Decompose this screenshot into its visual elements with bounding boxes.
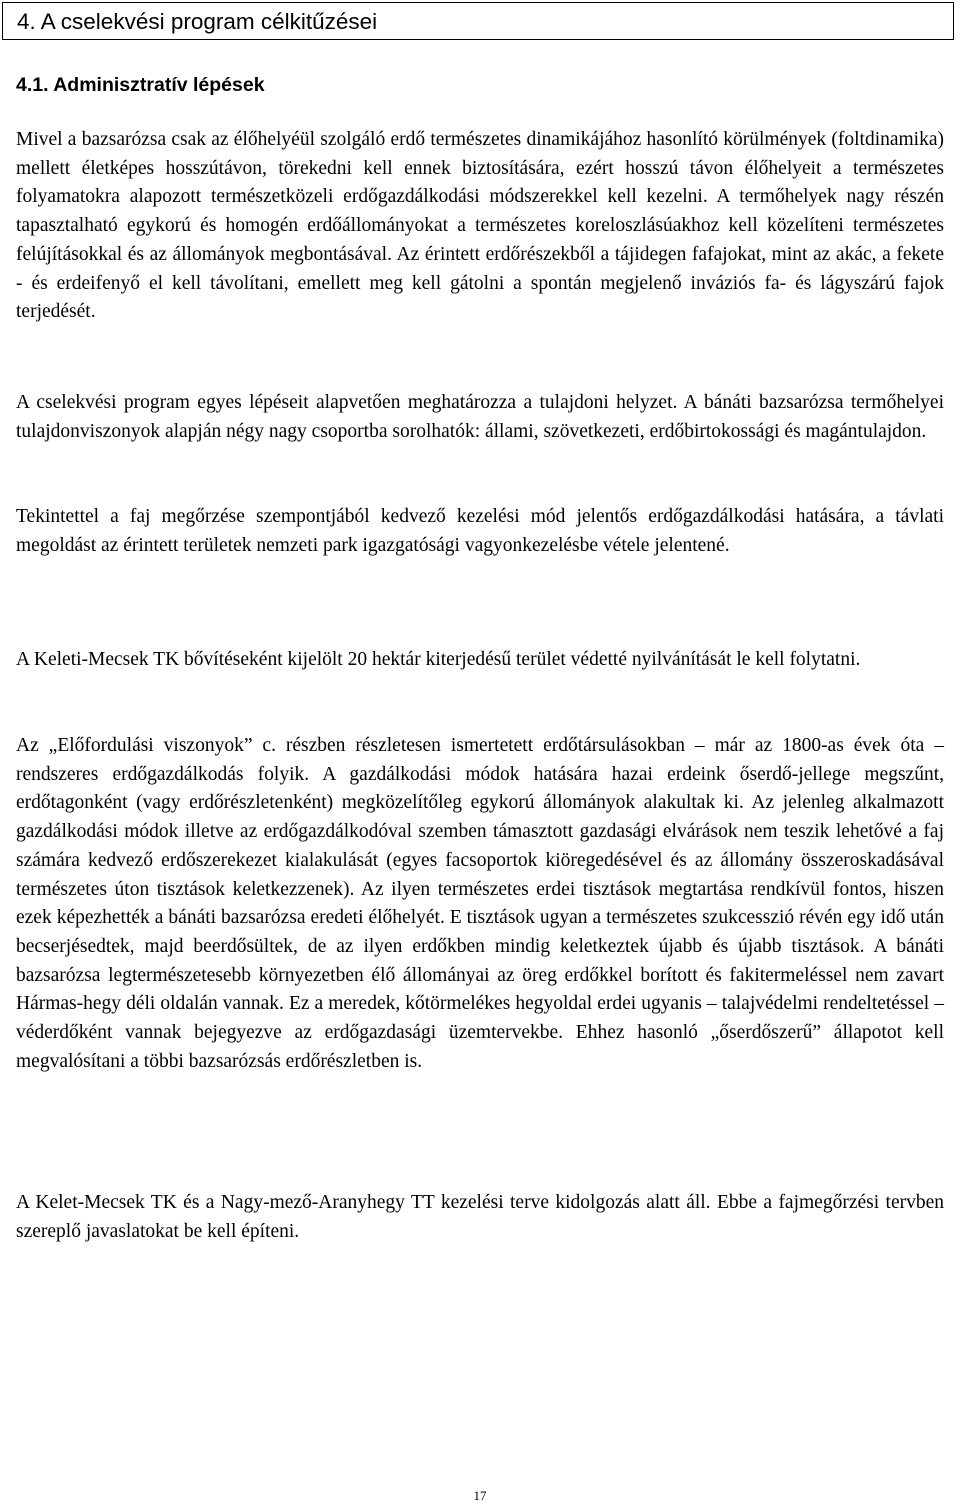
paragraph-habitat-management: Mivel a bazsarózsa csak az élőhelyéül szolgáló erdő természetes dinamikájához hasonlító körülmények (foltdinamika) mellett életképes hosszútávon, törekedni kell ennek biztosítására, ezért hosszú távon élőhelyeit a természetes folyamatokra alapozott természetközeli erdőgazdálkodási módszerekkel kell kezelni. A termőhelyek nagy részén tapasztalható egykorú és homogén erdőállományokat a természetes koreloszlásúakhoz kell közelíteni természetes felújításokkal és az állományok megbontásával. Az érintett erdőrészekből a tájidegen fafajokat, mint az akác, a fekete - és erdeifenyő el kell távolítani, emellett meg kell gátolni a spontán megjelenő inváziós fa- és lágyszárú fajok terjedését. [16, 129, 944, 323]
paragraph-ownership: A cselekvési program egyes lépéseit alapvetően meghatározza a tulajdoni helyzet. A bánáti bazsarózsa termőhelyei tulajdonviszonyok alapján négy nagy csoportba sorolhatók: állami, szövetkezeti, erdőbirtokossági és magántulajdon. [16, 392, 944, 442]
section-title: 4.1. Adminisztratív lépések [16, 74, 265, 96]
paragraph-national-park-management: Tekintettel a faj megőrzése szempontjából kedvező kezelési mód jelentős erdőgazdálkodási hatására, a távlati megoldást az érintett területek nemzeti park igazgatósági vagyonkezelésbe vétele jelentené. [16, 506, 944, 556]
paragraph-forest-history: Az „Előfordulási viszonyok” c. részben részletesen ismertetett erdőtársulásokban – már az 1800-as évek óta – rendszeres erdőgazdálkodás folyik. A gazdálkodási módok hatására hazai erdeink őserdő-jellege megszűnt, erdőtagonként (vagy erdőrészletenként) megközelítőleg egykorú állományok alakultak ki. Az jelenleg alkalmazott gazdálkodási módok illetve az erdőgazdálkodóval szemben támasztott gazdasági elvárások nem teszik lehetővé a faj számára kedvező erdőszerekezet kialakulását (egyes facsoportok kiöregedésével és az állomány összeroskadásával természetes úton tisztások keletkezzenek). Az ilyen természetes erdei tisztások megtartása rendkívül fontos, hiszen ezek képezhették a bánáti bazsarózsa eredeti élőhelyét. E tisztások ugyan a természetes szukcesszió révén egy idő után becserjésedtek, majd beerdősültek, de az ilyen erdőkben mindig keletkeztek újabb és újabb tisztások. A bánáti bazsarózsa legtermészetesebb környezetben élő állományai az öreg erdőkkel borított és fakitermeléssel nem zavart Hármas-hegy déli oldalán vannak. Ez a meredek, kőtörmelékes hegyoldal erdei ugyanis – talajvédelmi rendeltetéssel – véderdőként vannak bejegyezve az erdőgazdasági üzemtervekbe. Ehhez hasonló „őserdőszerű” állapotot kell megvalósítani a többi bazsarózsás erdőrészletben is. [16, 735, 944, 1072]
chapter-title: 4. A cselekvési program célkitűzései [17, 9, 378, 34]
chapter-heading-box [2, 2, 954, 40]
paragraph-protected-area-extension: A Keleti-Mecsek TK bővítéseként kijelölt 20 hektár kiterjedésű terület védetté nyilvánítását le kell folytatni. [16, 649, 861, 670]
paragraph-management-plan: A Kelet-Mecsek TK és a Nagy-mező-Aranyhegy TT kezelési terve kidolgozás alatt áll. Ebbe a fajmegőrzési tervben szereplő javaslatokat be kell építeni. [16, 1192, 944, 1242]
page-number: 17 [473, 1488, 487, 1503]
